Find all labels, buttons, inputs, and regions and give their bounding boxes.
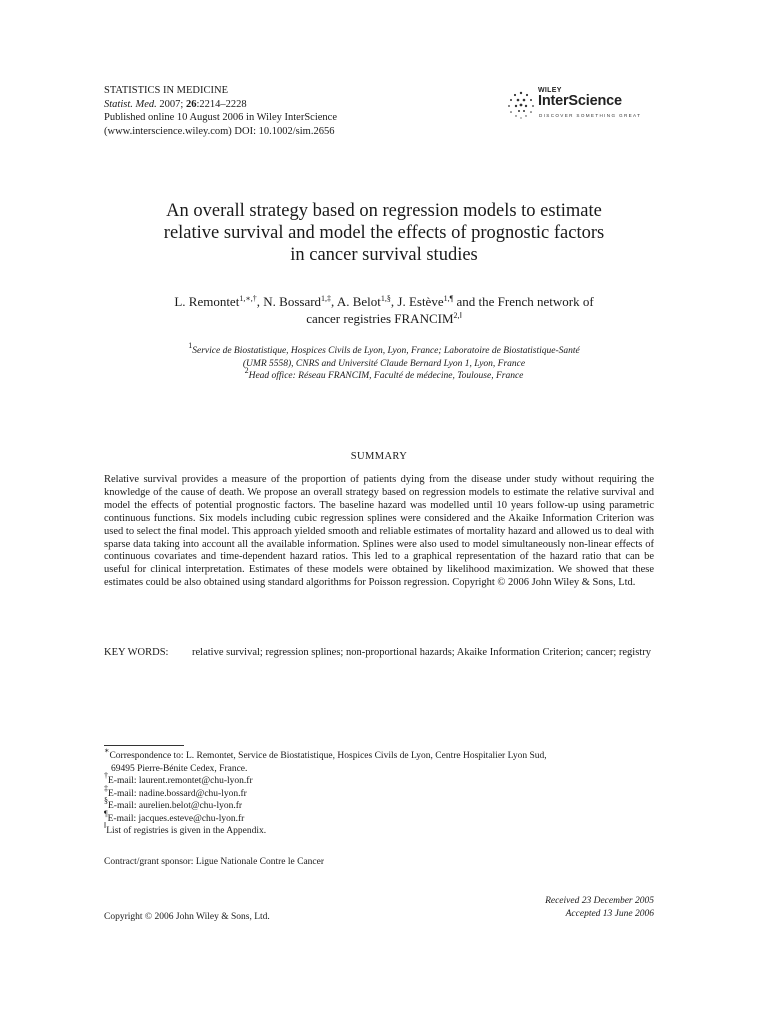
copyright-notice: Copyright © 2006 John Wiley & Sons, Ltd. [104, 912, 270, 922]
dot-globe-icon [505, 89, 537, 121]
citation [104, 98, 337, 112]
title-line: in cancer survival studies [290, 245, 478, 265]
published-line: Published online 10 August 2006 in Wiley InterScience [104, 112, 337, 123]
received-date: Received 23 December 2005 [545, 896, 654, 906]
affiliations [104, 341, 664, 383]
footnote-email: E-mail: jacques.esteve@chu-lyon.fr [107, 813, 245, 824]
footnote-email: E-mail: nadine.bossard@chu-lyon.fr [108, 788, 247, 799]
paper-title [110, 200, 658, 266]
wiley-interscience-logo [505, 87, 655, 127]
citation-volume: 26 [185, 98, 197, 110]
affiliation-text: Head office [248, 371, 293, 381]
author-marks: 1,∗,† [239, 294, 257, 303]
received-dates [420, 895, 654, 921]
author-name: and the French network of [453, 294, 594, 309]
journal-header [104, 84, 337, 138]
citation-year: 2007; [156, 98, 186, 110]
author-marks: 2,‖ [453, 311, 462, 320]
author-name: , J. Estève [390, 294, 444, 309]
footnote-email: E-mail: aurelien.belot@chu-lyon.fr [108, 801, 243, 811]
footnote-mark: † [104, 771, 108, 780]
interscience-wordmark: InterScience [538, 93, 622, 109]
keywords-label: KEY WORDS: [104, 647, 169, 658]
footnote-text: Correspondence to: L. Remontet, Service de Biostatistique, Hospices Civils de Lyon, Centre Hospitalier Lyon Sud, [109, 751, 547, 761]
journal-name: STATISTICS IN MEDICINE [104, 85, 228, 96]
title-line: An overall strategy based on regression models to estimate [166, 201, 602, 221]
accepted-date: Accepted 13 June 2006 [565, 909, 654, 919]
affiliation-text: : Réseau FRANCIM, Faculté de médecine, Toulouse, France [292, 371, 524, 381]
summary-heading: SUMMARY [350, 451, 408, 462]
author-list [104, 293, 664, 327]
footnote-mark: ‡ [104, 783, 108, 793]
author-name: L. Remontet [174, 294, 240, 309]
footnote-mark: ¶ [104, 808, 108, 818]
footnotes [104, 746, 654, 838]
author-marks: 1,¶ [443, 294, 454, 303]
logo-tagline: DISCOVER SOMETHING GREAT [539, 113, 642, 118]
affiliation-text: (UMR 5558), CNRS and Université Claude Bernard Lyon 1, Lyon, France [242, 358, 526, 369]
footnote-divider [104, 745, 184, 746]
doi-line: (www.interscience.wiley.com) DOI: 10.1002/sim.2656 [104, 125, 335, 137]
footnote-mark: ∗ [104, 746, 110, 755]
author-marks: 1,§ [380, 294, 391, 303]
wiley-wordmark: WILEY [538, 87, 562, 94]
grant-sponsor: Contract/grant sponsor: Ligue Nationale Contre le Cancer [104, 857, 325, 867]
affiliation-number: 1 [188, 341, 193, 350]
footnote-email: E-mail: laurent.remontet@chu-lyon.fr [108, 776, 253, 786]
footnote-mark: § [104, 796, 108, 805]
affiliation-number: 2 [244, 366, 249, 375]
title-line: relative survival and model the effects of prognostic factors [163, 223, 605, 243]
footnote-text: 69495 Pierre-Bénite Cedex, France. [111, 763, 248, 774]
citation-abbrev: Statist. Med. [104, 98, 157, 110]
author-name: cancer registries FRANCIM [306, 311, 454, 326]
affiliation-text: Service de Biostatistique, Hospices Civils de Lyon, Lyon, France; Laboratoire de Biostatistique-Santé [192, 346, 580, 356]
keywords-text: relative survival; regression splines; non-proportional hazards; Akaike Information Criterion; cancer; registry [192, 647, 651, 658]
citation-pages: :2214–2228 [196, 98, 247, 110]
summary-text: Relative survival provides a measure of the proportion of patients dying from the disease under study without requiring the knowledge of the cause of death. We propose an overall strategy based on regression models to estimate the relative survival and model the effects of potential prognostic factors. The baseline hazard was modelled until 10 years follow-up using parametric continuous functions. Six models including cubic regression splines were considered and the Akaike Information Criterion was used to select the final model. This approach yielded smooth and reliable estimates of mortality hazard and allowed us to deal with sparse data taking into account all the available information. Splines were also used to model simultaneously non-linear effects of continuous covariates and time-dependent hazard ratios. This led to a graphical representation of the hazard ratio that can be useful for clinical interpretation. Estimates of these models were obtained by likelihood maximization. We showed that these estimates could be also obtained using standard algorithms for Poisson regression. Copyright © 2006 John Wiley & Sons, Ltd. [104, 474, 654, 589]
author-name: , N. Bossard [256, 294, 322, 309]
footnote-text: List of registries is given in the Appendix. [106, 826, 267, 836]
author-marks: 1,‡ [321, 294, 332, 303]
author-name: , A. Belot [331, 294, 381, 309]
footnote-mark: ‖ [104, 821, 107, 830]
